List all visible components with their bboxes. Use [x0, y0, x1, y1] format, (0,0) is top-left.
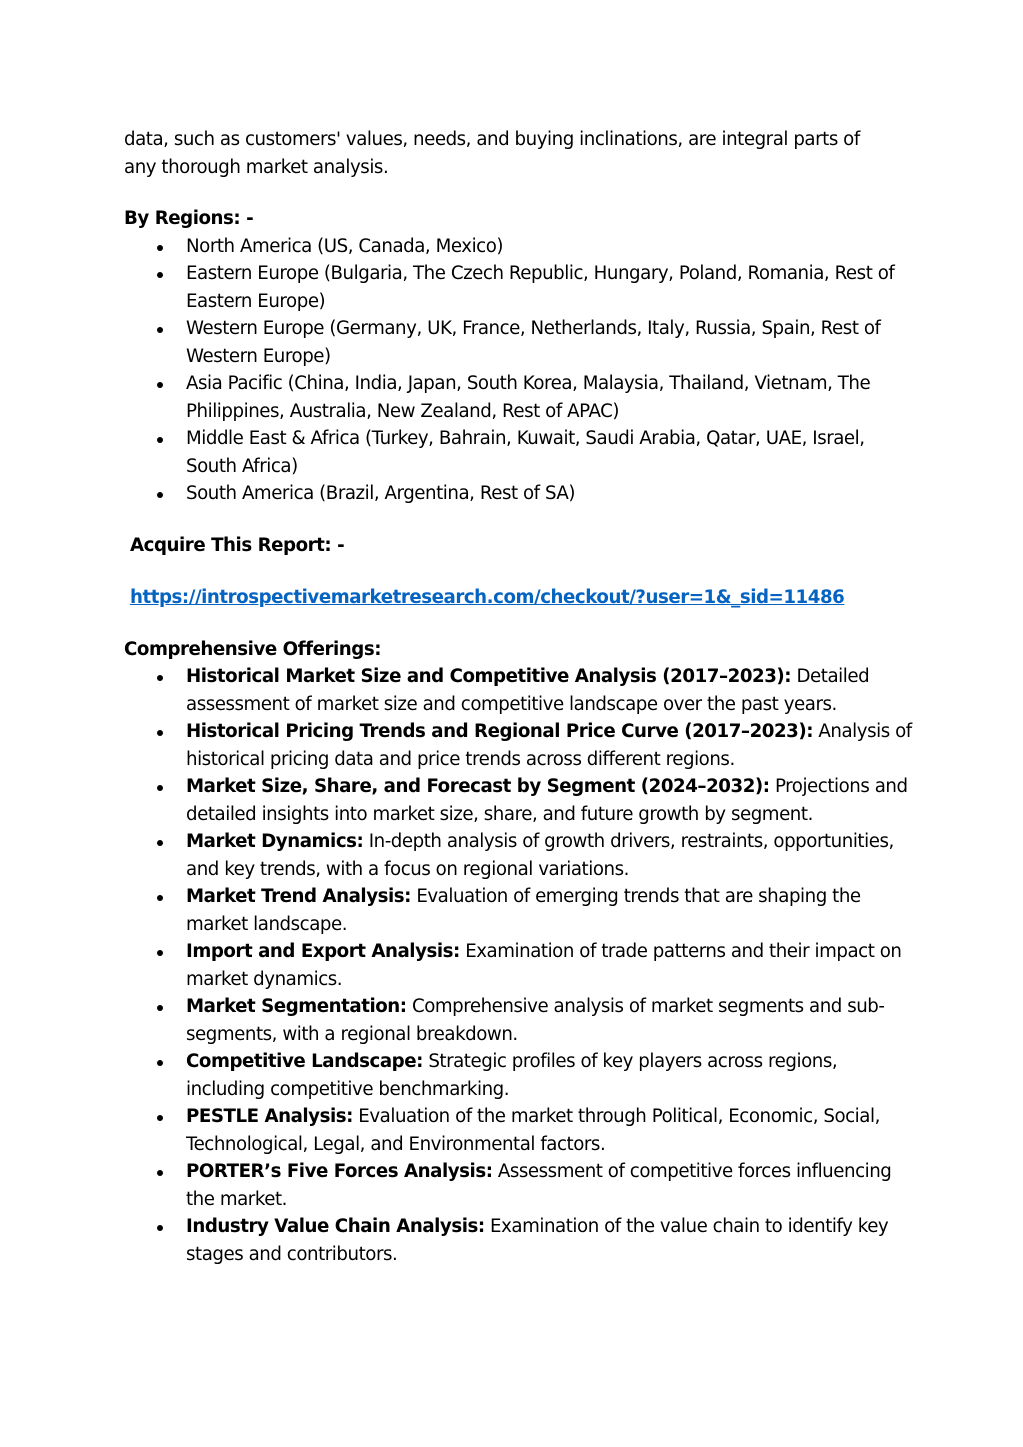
region-text: North America (US, Canada, Mexico) [186, 235, 504, 257]
region-text: Asia Pacific (China, India, Japan, South Korea, Malaysia, Thailand, Vietnam, The Philippines, Australia, New Zealand, Rest of APAC) [186, 373, 871, 422]
list-item [124, 883, 914, 938]
bullet-icon [157, 1060, 163, 1066]
intro-line-1: data, such as customers' values, needs, and buying inclinations, are integral parts of [124, 129, 860, 150]
list-item [124, 315, 914, 370]
bullet-icon [157, 785, 163, 791]
offerings-heading: Comprehensive Offerings: [124, 638, 382, 660]
acquire-link-paragraph [124, 584, 914, 612]
list-item [124, 480, 914, 508]
bullet-icon [157, 840, 163, 846]
offering-text: Assessment of competitive forces influencing the market. [186, 1161, 892, 1210]
offering-title: Industry Value Chain Analysis: [186, 1216, 485, 1237]
offering-title: Historical Pricing Trends and Regional Price Curve (2017–2023): [186, 721, 814, 742]
list-item [124, 828, 914, 883]
list-item [124, 1158, 914, 1213]
regions-list [124, 233, 914, 508]
bullet-icon [157, 895, 163, 901]
list-item [124, 233, 914, 261]
offering-text: Evaluation of the market through Political, Economic, Social, Technological, Legal, and Environmental factors. [186, 1106, 880, 1155]
offering-title: Market Trend Analysis: [186, 886, 411, 907]
bullet-icon [157, 675, 163, 681]
offering-text: Examination of trade patterns and their impact on market dynamics. [186, 941, 902, 990]
document-page [124, 126, 914, 1268]
offerings-list [124, 663, 914, 1268]
offering-title: PESTLE Analysis: [186, 1106, 353, 1127]
region-text: Middle East & Africa (Turkey, Bahrain, Kuwait, Saudi Arabia, Qatar, UAE, Israel, South Africa) [186, 428, 865, 477]
offering-title: Market Size, Share, and Forecast by Segment (2024–2032): [186, 776, 770, 797]
bullet-icon [157, 327, 163, 333]
bullet-icon [157, 1170, 163, 1176]
list-item [124, 938, 914, 993]
offering-text: Strategic profiles of key players across regions, including competitive benchmarking. [186, 1051, 838, 1100]
list-item [124, 1048, 914, 1103]
bullet-icon [157, 1115, 163, 1121]
offering-title: Market Segmentation: [186, 996, 407, 1017]
bullet-icon [157, 437, 163, 443]
offering-text: Evaluation of emerging trends that are shaping the market landscape. [186, 886, 861, 935]
offering-title: Historical Market Size and Competitive Analysis (2017–2023): [186, 666, 792, 687]
list-item [124, 370, 914, 425]
checkout-link[interactable]: https://introspectivemarketresearch.com/checkout/?user=1&_sid=11486 [130, 587, 845, 608]
list-item [124, 773, 914, 828]
list-item [124, 718, 914, 773]
intro-line-2: any thorough market analysis. [124, 156, 389, 178]
offering-title: Market Dynamics: [186, 831, 364, 852]
offering-title: PORTER’s Five Forces Analysis: [186, 1161, 493, 1182]
bullet-icon [157, 730, 163, 736]
offering-title: Competitive Landscape: [186, 1051, 423, 1072]
offering-title: Import and Export Analysis: [186, 941, 460, 962]
intro-paragraph [124, 126, 914, 181]
list-item [124, 1103, 914, 1158]
acquire-heading: Acquire This Report: - [130, 534, 345, 556]
bullet-icon [157, 950, 163, 956]
offering-text: In-depth analysis of growth drivers, restraints, opportunities, and key trends, with a focus on regional variations. [186, 831, 894, 880]
bullet-icon [157, 382, 163, 388]
offering-text: Projections and detailed insights into market size, share, and future growth by segment. [186, 776, 908, 825]
bullet-icon [157, 1005, 163, 1011]
list-item [124, 993, 914, 1048]
offering-text: Detailed assessment of market size and competitive landscape over the past years. [186, 666, 870, 715]
region-text: Western Europe (Germany, UK, France, Netherlands, Italy, Russia, Spain, Rest of Western Europe) [186, 318, 881, 367]
offering-text: Analysis of historical pricing data and price trends across different regions. [186, 721, 912, 770]
list-item [124, 663, 914, 718]
offering-text: Comprehensive analysis of market segments and sub-segments, with a regional breakdown. [186, 996, 885, 1045]
region-text: Eastern Europe (Bulgaria, The Czech Republic, Hungary, Poland, Romania, Rest of Eastern Europe) [186, 263, 895, 312]
region-text: South America (Brazil, Argentina, Rest of SA) [186, 483, 576, 504]
regions-heading: By Regions: - [124, 208, 254, 229]
list-item [124, 1213, 914, 1268]
bullet-icon [157, 245, 163, 251]
bullet-icon [157, 1225, 163, 1231]
list-item [124, 425, 914, 480]
list-item [124, 260, 914, 315]
bullet-icon [157, 492, 163, 498]
offering-text: Examination of the value chain to identify key stages and contributors. [186, 1216, 889, 1265]
bullet-icon [157, 272, 163, 278]
